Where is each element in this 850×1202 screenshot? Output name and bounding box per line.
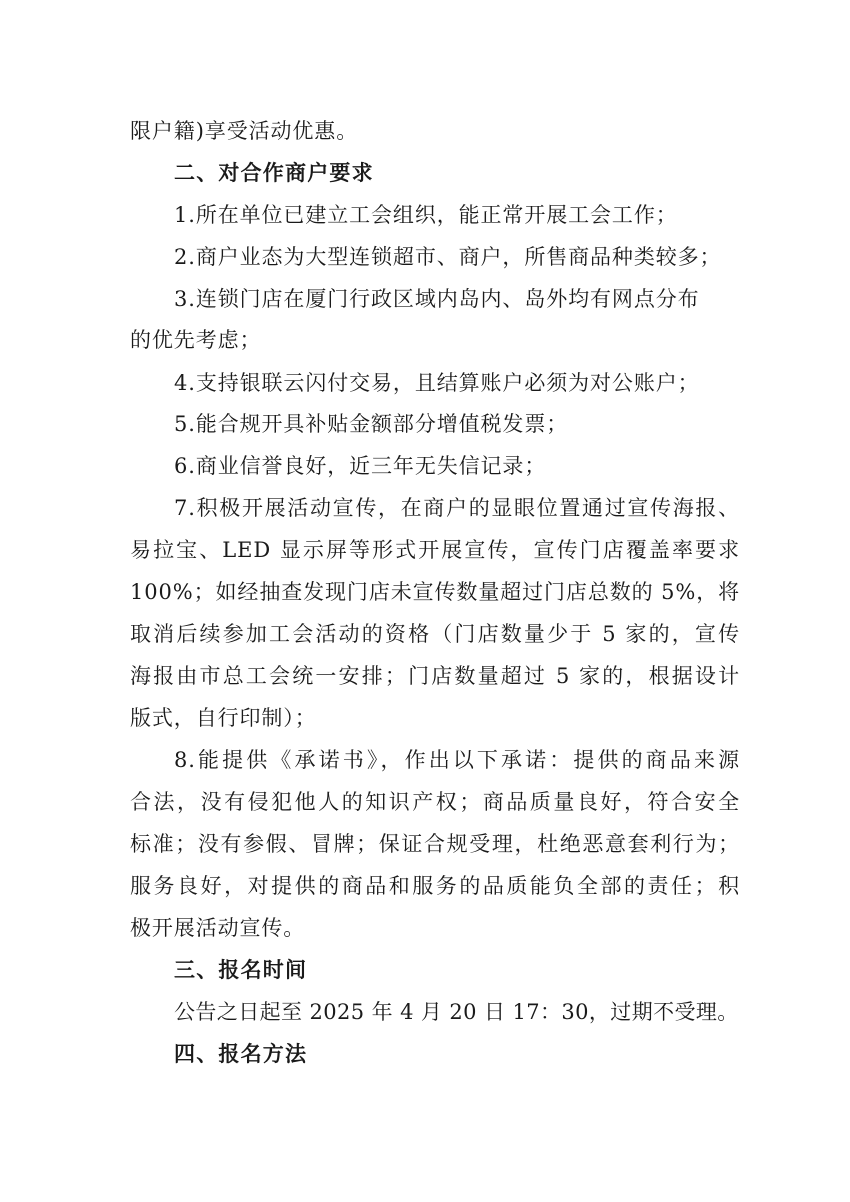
section-3-heading: 三、报名时间 xyxy=(174,958,308,982)
requirement-7-line-5: 海报由市总工会统一安排；门店数量超过 5 家的，根据设计 xyxy=(130,664,740,688)
requirement-8-line-1: 8.能提供《承诺书》，作出以下承诺：提供的商品来源 xyxy=(174,748,740,772)
requirement-3-line-2: 的优先考虑； xyxy=(130,328,262,352)
requirement-8-line-2: 合法，没有侵犯他人的知识产权；商品质量良好，符合安全 xyxy=(130,790,740,814)
requirement-2: 2.商户业态为大型连锁超市、商户，所售商品种类较多； xyxy=(174,245,722,269)
requirement-7-line-6: 版式，自行印制）； xyxy=(130,706,317,730)
requirement-7-line-3: 100%；如经抽查发现门店未宣传数量超过门店总数的 5%，将 xyxy=(130,580,741,604)
requirement-6: 6.商业信誉良好，近三年无失信记录； xyxy=(174,454,547,478)
requirement-8-line-4: 服务良好，对提供的商品和服务的品质能负全部的责任；积 xyxy=(130,874,740,898)
requirement-3-line-1: 3.连锁门店在厦门行政区域内岛内、岛外均有网点分布 xyxy=(174,287,700,311)
intro-tail-text: 限户籍)享受活动优惠。 xyxy=(130,119,359,143)
section-4-heading: 四、报名方法 xyxy=(174,1042,308,1066)
registration-time-text: 公告之日起至 2025 年 4 月 20 日 17：30，过期不受理。 xyxy=(174,1000,739,1024)
requirement-4: 4.支持银联云闪付交易，且结算账户必须为对公账户； xyxy=(174,371,700,395)
requirement-8-line-5: 极开展活动宣传。 xyxy=(130,916,306,940)
requirement-7-line-1: 7.积极开展活动宣传，在商户的显眼位置通过宣传海报、 xyxy=(174,496,740,520)
section-2-heading: 二、对合作商户要求 xyxy=(174,161,374,185)
requirement-7-line-2: 易拉宝、LED 显示屏等形式开展宣传，宣传门店覆盖率要求 xyxy=(130,538,740,562)
requirement-5: 5.能合规开具补贴金额部分增值税发票； xyxy=(174,412,569,436)
requirement-7-line-4: 取消后续参加工会活动的资格（门店数量少于 5 家的，宣传 xyxy=(130,622,740,646)
requirement-8-line-3: 标准；没有参假、冒牌；保证合规受理，杜绝恶意套利行为； xyxy=(130,832,740,856)
requirement-1: 1.所在单位已建立工会组织，能正常开展工会工作； xyxy=(174,203,678,227)
